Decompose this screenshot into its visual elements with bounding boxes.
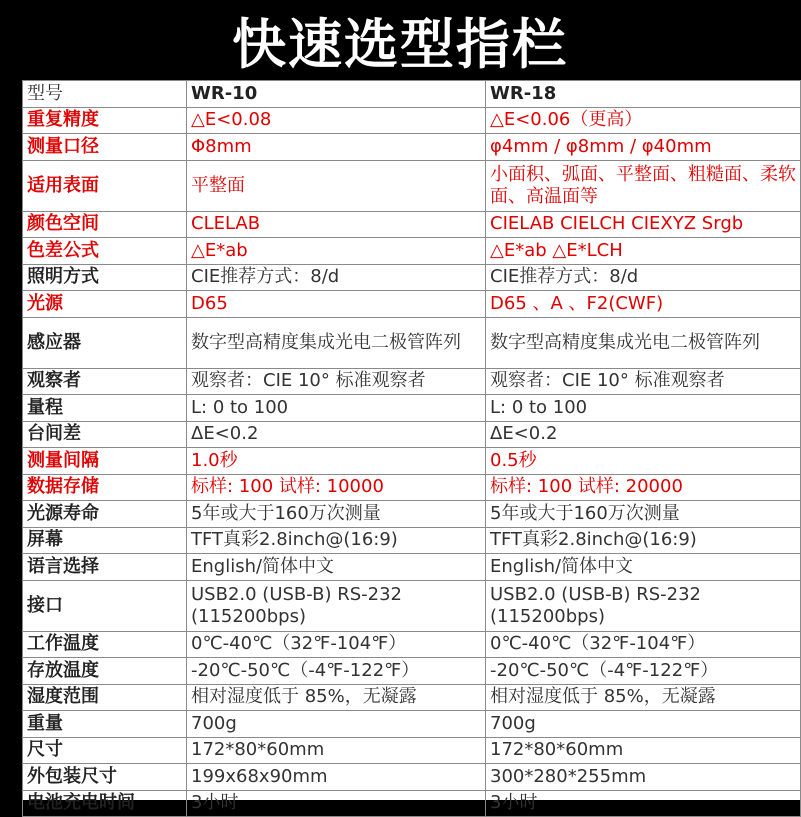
row-label: 重复精度 — [23, 107, 187, 134]
row-label: 电池充电时间 — [23, 790, 187, 817]
table-row — [23, 368, 801, 395]
row-value-wr18: CIELAB CIELCH CIEXYZ Srgb — [486, 211, 801, 238]
row-label: 存放温度 — [23, 658, 187, 685]
row-value-wr10: CLELAB — [187, 211, 486, 238]
table-row — [23, 684, 801, 711]
row-value-wr10: 1.0秒 — [187, 448, 486, 475]
table-row — [23, 631, 801, 658]
row-label: 尺寸 — [23, 737, 187, 764]
page-title: 快速选型指栏 — [0, 0, 800, 80]
row-value-wr10: 5年或大于160万次测量 — [187, 501, 486, 528]
table-row — [23, 501, 801, 528]
table-row — [23, 711, 801, 738]
row-value-wr18: 3小时 — [486, 790, 801, 817]
row-value-wr10: 观察者：CIE 10° 标准观察者 — [187, 368, 486, 395]
table-row — [23, 764, 801, 791]
row-value-wr18: CIE推荐方式：8/d — [486, 264, 801, 291]
table-row — [23, 211, 801, 238]
row-label: 工作温度 — [23, 631, 187, 658]
row-value-wr18: 观察者：CIE 10° 标准观察者 — [486, 368, 801, 395]
row-value-wr10: D65 — [187, 291, 486, 318]
table-row — [23, 737, 801, 764]
row-label: 接口 — [23, 580, 187, 631]
row-value-wr10: -20℃-50℃（-4℉-122℉） — [187, 658, 486, 685]
row-value-wr18: 5年或大于160万次测量 — [486, 501, 801, 528]
table-row — [23, 160, 801, 211]
row-label: 照明方式 — [23, 264, 187, 291]
row-label: 重量 — [23, 711, 187, 738]
row-value-wr10: 700g — [187, 711, 486, 738]
row-label: 色差公式 — [23, 238, 187, 265]
table-row — [23, 238, 801, 265]
table-row — [23, 790, 801, 817]
row-label: 数据存储 — [23, 474, 187, 501]
table-row — [23, 527, 801, 554]
row-value-wr18: 数字型高精度集成光电二极管阵列 — [486, 317, 801, 368]
row-value-wr10: △E<0.08 — [187, 107, 486, 134]
spec-table-body — [23, 81, 801, 817]
table-row — [23, 134, 801, 161]
table-row — [23, 580, 801, 631]
row-value-wr18: 300*280*255mm — [486, 764, 801, 791]
row-label: 光源寿命 — [23, 501, 187, 528]
row-value-wr10: 平整面 — [187, 160, 486, 211]
row-value-wr18: ΔE<0.2 — [486, 421, 801, 448]
table-row — [23, 658, 801, 685]
table-row — [23, 291, 801, 318]
row-value-wr10: 数字型高精度集成光电二极管阵列 — [187, 317, 486, 368]
row-value-wr18: D65 、A 、F2(CWF) — [486, 291, 801, 318]
table-row — [23, 395, 801, 422]
row-value-wr18: -20℃-50℃（-4℉-122℉） — [486, 658, 801, 685]
row-value-wr18: 0℃-40℃（32℉-104℉） — [486, 631, 801, 658]
row-value-wr18: 标样: 100 试样: 20000 — [486, 474, 801, 501]
row-label: 语言选择 — [23, 554, 187, 581]
row-label: 适用表面 — [23, 160, 187, 211]
row-value-wr18: L: 0 to 100 — [486, 395, 801, 422]
row-label: 湿度范围 — [23, 684, 187, 711]
table-row — [23, 264, 801, 291]
row-label: 屏幕 — [23, 527, 187, 554]
row-label: 台间差 — [23, 421, 187, 448]
row-value-wr18: 小面积、弧面、平整面、粗糙面、柔软面、高温面等 — [486, 160, 801, 211]
row-value-wr10: L: 0 to 100 — [187, 395, 486, 422]
row-value-wr10: ΔE<0.2 — [187, 421, 486, 448]
row-value-wr18: φ4mm / φ8mm / φ40mm — [486, 134, 801, 161]
row-value-wr18: USB2.0 (USB-B) RS-232 (115200bps) — [486, 580, 801, 631]
row-value-wr10: 标样: 100 试样: 10000 — [187, 474, 486, 501]
row-value-wr10: 0℃-40℃（32℉-104℉） — [187, 631, 486, 658]
row-value-wr10: 172*80*60mm — [187, 737, 486, 764]
row-value-wr10: CIE推荐方式：8/d — [187, 264, 486, 291]
row-label: 量程 — [23, 395, 187, 422]
row-label: 颜色空间 — [23, 211, 187, 238]
row-label: 外包装尺寸 — [23, 764, 187, 791]
row-value-wr10: English/简体中文 — [187, 554, 486, 581]
row-value-wr18: △E*ab △E*LCH — [486, 238, 801, 265]
header-model-b: WR-18 — [486, 81, 801, 108]
row-label: 感应器 — [23, 317, 187, 368]
row-value-wr10: 相对湿度低于 85%，无凝露 — [187, 684, 486, 711]
row-value-wr10: △E*ab — [187, 238, 486, 265]
table-row — [23, 421, 801, 448]
row-value-wr10: TFT真彩2.8inch@(16:9) — [187, 527, 486, 554]
row-value-wr10: 3小时 — [187, 790, 486, 817]
row-value-wr18: 0.5秒 — [486, 448, 801, 475]
row-value-wr18: 700g — [486, 711, 801, 738]
spec-table — [22, 80, 801, 817]
header-label: 型号 — [23, 81, 187, 108]
row-label: 光源 — [23, 291, 187, 318]
table-header-row — [23, 81, 801, 108]
row-value-wr10: Φ8mm — [187, 134, 486, 161]
row-value-wr10: USB2.0 (USB-B) RS-232 (115200bps) — [187, 580, 486, 631]
table-row — [23, 107, 801, 134]
row-label: 测量间隔 — [23, 448, 187, 475]
row-label: 测量口径 — [23, 134, 187, 161]
row-value-wr18: TFT真彩2.8inch@(16:9) — [486, 527, 801, 554]
table-row — [23, 317, 801, 368]
row-value-wr18: English/简体中文 — [486, 554, 801, 581]
header-model-a: WR-10 — [187, 81, 486, 108]
spec-sheet — [22, 80, 800, 814]
table-row — [23, 554, 801, 581]
table-row — [23, 448, 801, 475]
row-value-wr18: 172*80*60mm — [486, 737, 801, 764]
row-label: 观察者 — [23, 368, 187, 395]
table-row — [23, 474, 801, 501]
row-value-wr10: 199x68x90mm — [187, 764, 486, 791]
row-value-wr18: 相对湿度低于 85%，无凝露 — [486, 684, 801, 711]
row-value-wr18: △E<0.06（更高） — [486, 107, 801, 134]
